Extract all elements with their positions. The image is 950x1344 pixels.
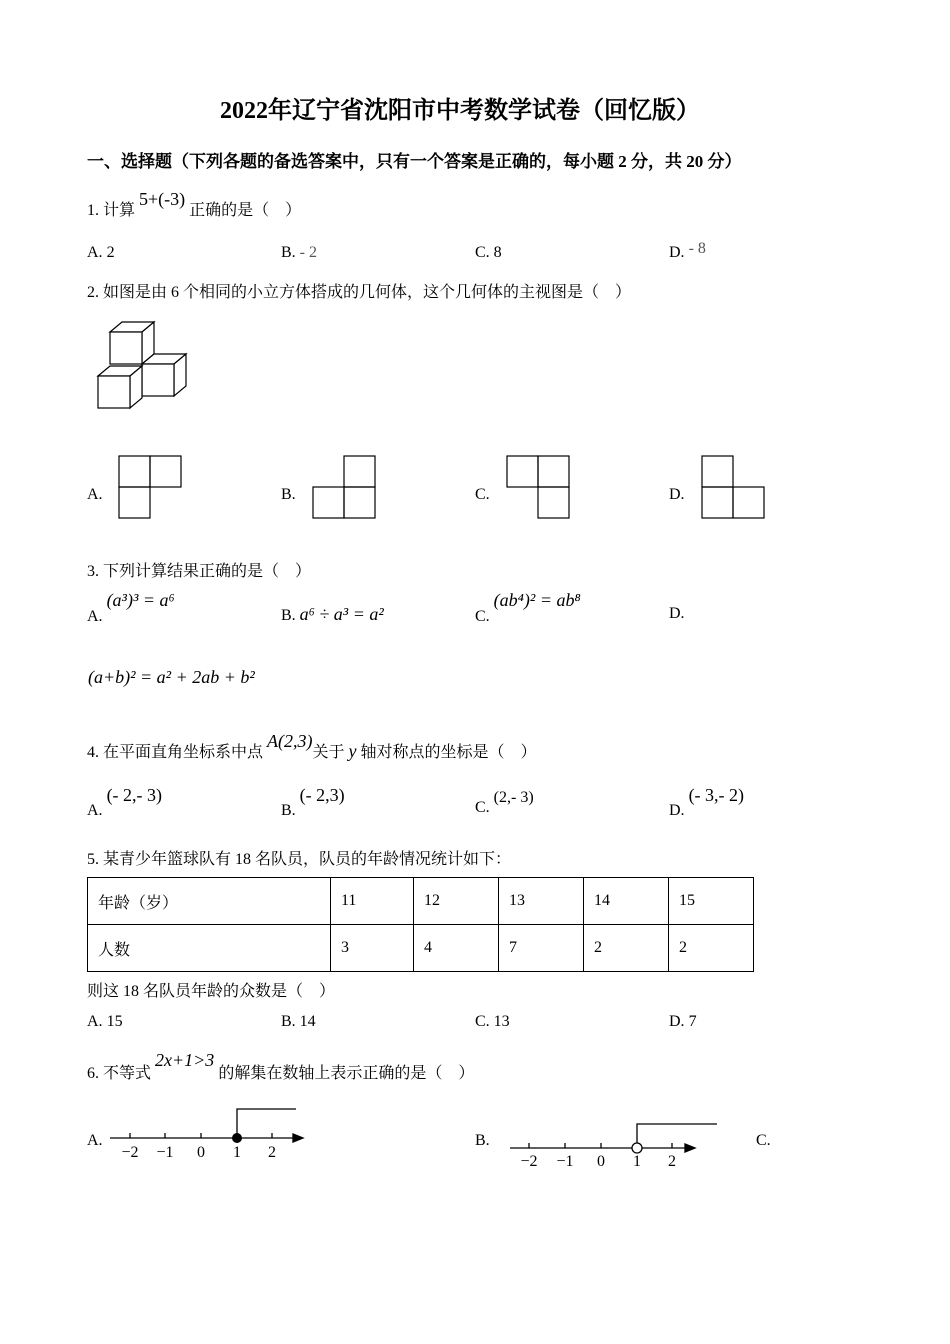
tick-label: −2 [520,1153,538,1170]
q2-option-d-figure[interactable] [701,455,766,520]
q4-option-d[interactable]: D. (- 3,- 2) [669,785,745,819]
q1-prefix: 1. 计算 [87,202,136,219]
open-point-icon [632,1143,642,1153]
tick-label: 2 [268,1144,276,1161]
q5-option-b[interactable]: B. 14 [281,1013,316,1030]
table-cell: 14 [584,878,669,925]
q2-option-d-label[interactable]: D. [669,486,685,503]
q6-option-a-label[interactable]: A. [87,1132,103,1149]
q1-option-b[interactable]: B. - 2 [281,244,317,261]
q1-option-a[interactable]: A. 2 [87,244,115,261]
tick-label: 2 [668,1153,676,1170]
q3-option-b-expr: a⁶ ÷ a³ = a² [299,604,384,624]
closed-point-icon [232,1133,242,1143]
q5-option-d[interactable]: D. 7 [669,1013,697,1030]
question-4: 4. 在平面直角坐标系中点 A(2,3)关于 y 轴对称点的坐标是（ ） [87,731,537,761]
question-2: 2. 如图是由 6 个相同的小立方体搭成的几何体，这个几何体的主视图是（ ） [87,284,632,301]
age-table [87,877,754,972]
tick-label: −1 [156,1144,174,1161]
table-cell: 年龄（岁） [88,878,331,925]
table-cell: 4 [414,925,499,972]
q2-option-b-label[interactable]: B. [281,486,296,503]
q1-option-d[interactable]: D. - 8 [669,240,706,261]
q3-option-a[interactable]: A. (a³)³ = a⁶ [87,590,175,625]
question-6: 6. 不等式 2x+1>3 的解集在数轴上表示正确的是（ ） [87,1050,475,1082]
q4-option-b[interactable]: B. (- 2,3) [281,785,345,819]
q6-option-c-label[interactable]: C. [756,1132,771,1149]
page-title: 2022年辽宁省沈阳市中考数学试卷（回忆版） [220,98,700,124]
table-cell: 15 [669,878,754,925]
table-row [88,878,754,925]
q6-option-b-label[interactable]: B. [475,1132,490,1149]
q5-option-a[interactable]: A. 15 [87,1013,123,1030]
table-cell: 12 [414,878,499,925]
q6-expression: 2x+1>3 [155,1050,215,1070]
q3-option-a-expr: (a³)³ = a⁶ [106,590,175,610]
table-cell: 3 [331,925,414,972]
tick-label: 1 [233,1144,241,1161]
tick-label: −2 [121,1144,139,1161]
q2-option-a-figure[interactable] [118,455,183,520]
table-cell: 13 [499,878,584,925]
q4-option-c[interactable]: C. (2,- 3) [475,789,534,816]
q3-option-b[interactable]: B. a⁶ ÷ a³ = a² [281,604,384,624]
q2-option-c-figure[interactable] [506,455,571,520]
table-cell: 7 [499,925,584,972]
q3-option-d[interactable]: D. [669,605,685,622]
q3-option-d-expr[interactable]: (a+b)² = a² + 2ab + b² [88,667,255,687]
section-header: 一、选择题（下列各题的备选答案中，只有一个答案是正确的，每小题 2 分，共 20 分） [87,152,742,171]
q1-expression: 5+(-3) [139,189,186,209]
table-cell: 2 [584,925,669,972]
q2-option-a-label[interactable]: A. [87,486,103,503]
q6-option-b-number-line[interactable] [510,1120,720,1175]
q3-option-c[interactable]: C. (ab⁴)² = ab⁸ [475,590,581,625]
q4-axis: y [348,741,357,761]
question-3: 3. 下列计算结果正确的是（ ） [87,563,312,580]
tick-label: −1 [556,1153,574,1170]
q5-option-c[interactable]: C. 13 [475,1013,510,1030]
q1-suffix: 正确的是（ ） [189,202,302,219]
tick-label: 1 [633,1153,641,1170]
table-cell: 人数 [88,925,331,972]
q5-followup: 则这 18 名队员年龄的众数是（ ） [87,983,336,1000]
q1-option-c[interactable]: C. 8 [475,244,502,261]
table-cell: 11 [331,878,414,925]
question-1 [87,189,302,220]
q6-option-a-number-line[interactable] [110,1105,305,1165]
table-cell: 2 [669,925,754,972]
tick-label: 0 [597,1153,605,1170]
q2-option-b-figure[interactable] [312,455,377,520]
table-row [88,925,754,972]
question-5: 5. 某青少年篮球队有 18 名队员，队员的年龄情况统计如下： [87,851,512,868]
q3-option-c-expr: (ab⁴)² = ab⁸ [493,590,581,610]
tick-label: 0 [197,1144,205,1161]
q4-option-a[interactable]: A. (- 2,- 3) [87,785,163,819]
q4-point: A(2,3) [267,731,313,751]
q2-option-c-label[interactable]: C. [475,486,490,503]
q2-cube-figure [95,318,195,413]
